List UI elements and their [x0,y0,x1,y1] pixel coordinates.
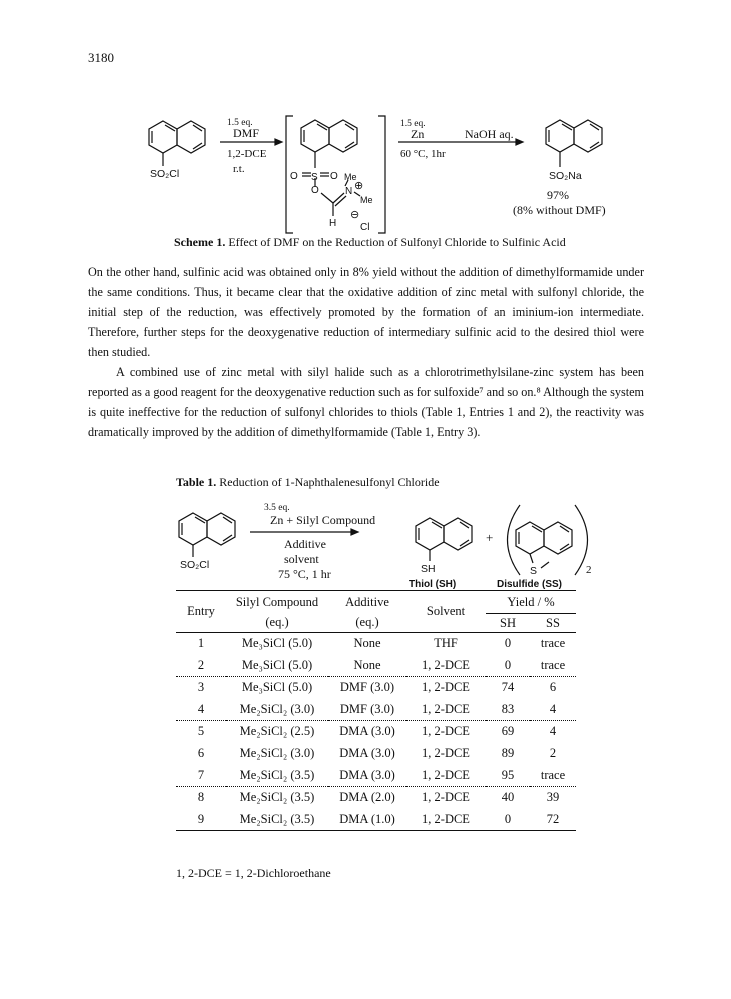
header-solvent: Solvent [406,591,486,633]
intermediate-structure [301,120,360,216]
solvent-cell: 1, 2-DCE [422,680,470,695]
sh-yield-cell: 89 [501,746,515,760]
step1-eq: 1.5 eq. [227,118,253,128]
sh-yield-cell: 0 [504,811,512,826]
additive-cell: DMA (3.0) [339,767,395,782]
additive-cell: DMA (3.0) [339,724,395,739]
silyl-cell: Me₃SiCl (5.0) [241,636,313,651]
silyl-cell: Me₂SiCl₂ (3.5) [239,767,315,782]
table-caption [176,475,440,490]
additive-cell: DMA (3.0) [339,746,395,760]
ss-yield-cell: 2 [549,746,557,760]
page-number: 3180 [88,50,114,65]
solvent-cell: 1, 2-DCE [422,790,470,805]
sulfinate-product-structure [546,120,602,167]
scheme-caption-text: Effect of DMF on the Reduction of Sulfonyl Chloride to Sulfinic Acid [228,235,566,249]
start-substituent: SO₂Cl [180,559,210,571]
negative-charge-label: ⊖ [350,209,360,221]
header-entry: Entry [176,591,226,633]
table-row [176,699,576,721]
thiol-substituent: SH [421,563,436,575]
additive-cell: None [353,657,381,672]
entry-cell: 7 [197,767,205,782]
ss-yield-cell: 39 [546,790,560,805]
disulfide-s-label: S [530,565,538,577]
header-silyl: Silyl Compound [235,594,319,609]
silyl-cell: Me₃SiCl (5.0) [241,680,313,695]
sh-yield-cell: 95 [501,767,515,782]
silyl-cell: Me₂SiCl₂ (3.5) [239,811,315,826]
thiol-label: Thiol (SH) [409,579,457,590]
header-additive: Additive [345,594,389,609]
ss-yield-cell: trace [540,636,566,651]
solvent-cell: 1, 2-DCE [422,767,470,782]
sh-yield-cell: 40 [501,790,515,805]
chloride-label: Cl [360,222,370,233]
header-yield: Yield / % [486,591,576,614]
silyl-cell: Me₂SiCl₂ (3.0) [239,701,315,716]
table-row [176,787,576,809]
sh-yield-cell: 0 [504,657,512,672]
product-yield: 97% [547,188,569,202]
reagent-eq: 3.5 eq. [264,503,290,513]
table-row [176,743,576,765]
step1-solvent: 1,2-DCE [227,148,267,160]
additive-cell: None [353,636,381,651]
ss-yield-cell: 72 [546,811,560,826]
header-sh: SH [486,614,530,633]
silyl-cell: Me₂SiCl₂ (3.5) [239,790,315,805]
step1-temp: r.t. [233,163,245,175]
entry-cell: 4 [197,701,205,716]
methyl-label: Me [344,172,357,182]
table-row [176,721,576,743]
scheme-caption-label: Scheme 1. [174,235,226,249]
oxygen-label: O [330,171,338,182]
solvent-cell: 1, 2-DCE [422,701,470,716]
sh-yield-cell: 0 [504,636,512,651]
table-row [176,677,576,699]
solvent-cell: 1, 2-DCE [422,746,470,760]
additive: Additive [284,537,326,551]
entry-cell: 3 [197,680,205,695]
silyl-cell: Me₃SiCl (5.0) [241,657,313,672]
header-additive-unit: (eq.) [328,614,406,633]
ss-yield-cell: 4 [549,701,557,716]
step2-reagent: Zn [411,127,425,141]
entry-cell: 9 [197,811,205,826]
positive-charge-label: ⊕ [354,180,364,192]
conditions: 75 °C, 1 hr [278,567,331,581]
table-1-scheme [0,495,731,590]
results-table [176,590,576,831]
yield-without-dmf: (8% without DMF) [513,203,606,217]
table-footnote: 1, 2-DCE = 1, 2-Dichloroethane [176,866,331,880]
paragraph: A combined use of zinc metal with silyl halide such as a chlorotrimethylsilane-zinc system has been reported as a good reagent for the deoxygenative reduction such as for sulfoxide⁷ and so on.⁸ Although the system is quite ineffective for the reduction of sulfonyl chlorides to thiols (Table 1, Entries 1 and 2), the reactivity was dramatically improved by the addition of dimethylformamide (Table 1, Entry 3). [88,365,644,439]
oxygen-label: O [290,171,298,182]
plus-sign: + [486,530,494,545]
naphthalene-structure [179,513,235,557]
sh-yield-cell: 69 [501,724,515,739]
sulfur-label: S [311,172,318,183]
entry-cell: 5 [197,724,205,739]
scheme-1-figure [0,100,731,250]
methyl-label: Me [360,195,373,205]
header-ss: SS [530,614,576,633]
oxygen-label: O [311,185,319,196]
disulfide-n-label: 2 [586,564,592,576]
sh-yield-cell: 83 [501,701,515,716]
ss-yield-cell: trace [540,657,566,672]
entry-cell: 2 [197,657,205,672]
paragraph: On the other hand, sulfinic acid was obtained only in 8% yield without the addition of dimethylformamide under the same conditions. Thus, it became clear that the oxidative addition of zinc metal with sulfonyl chloride, the initial step of the reduction, was effectively promoted by the formation of an iminium-ion intermediate. Therefore, further steps for the deoxygenative reduction of intermediary sulfinic acid to the desired thiol were then studied. [88,265,644,359]
body-text [88,262,644,442]
silyl-cell: Me₂SiCl₂ (2.5) [239,724,315,739]
start-substituent: SO₂Cl [150,168,180,180]
solvent-cell: 1, 2-DCE [422,657,470,672]
entry-cell: 1 [197,636,205,651]
step2-eq: 1.5 eq. [400,119,426,129]
step1-reagent: DMF [233,126,260,140]
sh-yield-cell: 74 [501,680,515,695]
naphthalene-structure [149,121,205,166]
table-row [176,633,576,655]
additive-cell: DMA (2.0) [339,790,395,805]
product-substituent: SO₂Na [549,170,582,182]
additive-cell: DMF (3.0) [339,680,395,695]
table-caption-text: Reduction of 1-Naphthalenesulfonyl Chloride [219,475,440,489]
scheme-caption [174,235,566,250]
ss-yield-cell: 4 [549,724,557,739]
thiol-structure [416,518,472,561]
hydrogen-label: H [329,218,337,229]
solvent: solvent [284,552,319,566]
header-silyl-unit: (eq.) [226,614,328,633]
solvent-cell: THF [434,636,458,651]
solvent-cell: 1, 2-DCE [422,724,470,739]
disulfide-structure [516,522,572,568]
solvent-cell: 1, 2-DCE [422,811,470,826]
table-row [176,809,576,831]
entry-cell: 8 [197,790,205,805]
table-row [176,765,576,787]
additive-cell: DMA (1.0) [339,811,395,826]
step3-reagent: NaOH aq. [465,127,514,141]
step2-conditions: 60 °C, 1hr [400,148,446,160]
table-caption-label: Table 1. [176,475,217,489]
entry-cell: 6 [197,746,205,760]
reagent: Zn + Silyl Compound [270,513,376,527]
ss-yield-cell: trace [540,767,566,782]
nitrogen-label: N [345,186,353,197]
additive-cell: DMF (3.0) [339,701,395,716]
disulfide-label: Disulfide (SS) [497,579,563,590]
silyl-cell: Me₂SiCl₂ (3.0) [239,746,315,760]
table-row [176,655,576,677]
ss-yield-cell: 6 [549,680,557,695]
